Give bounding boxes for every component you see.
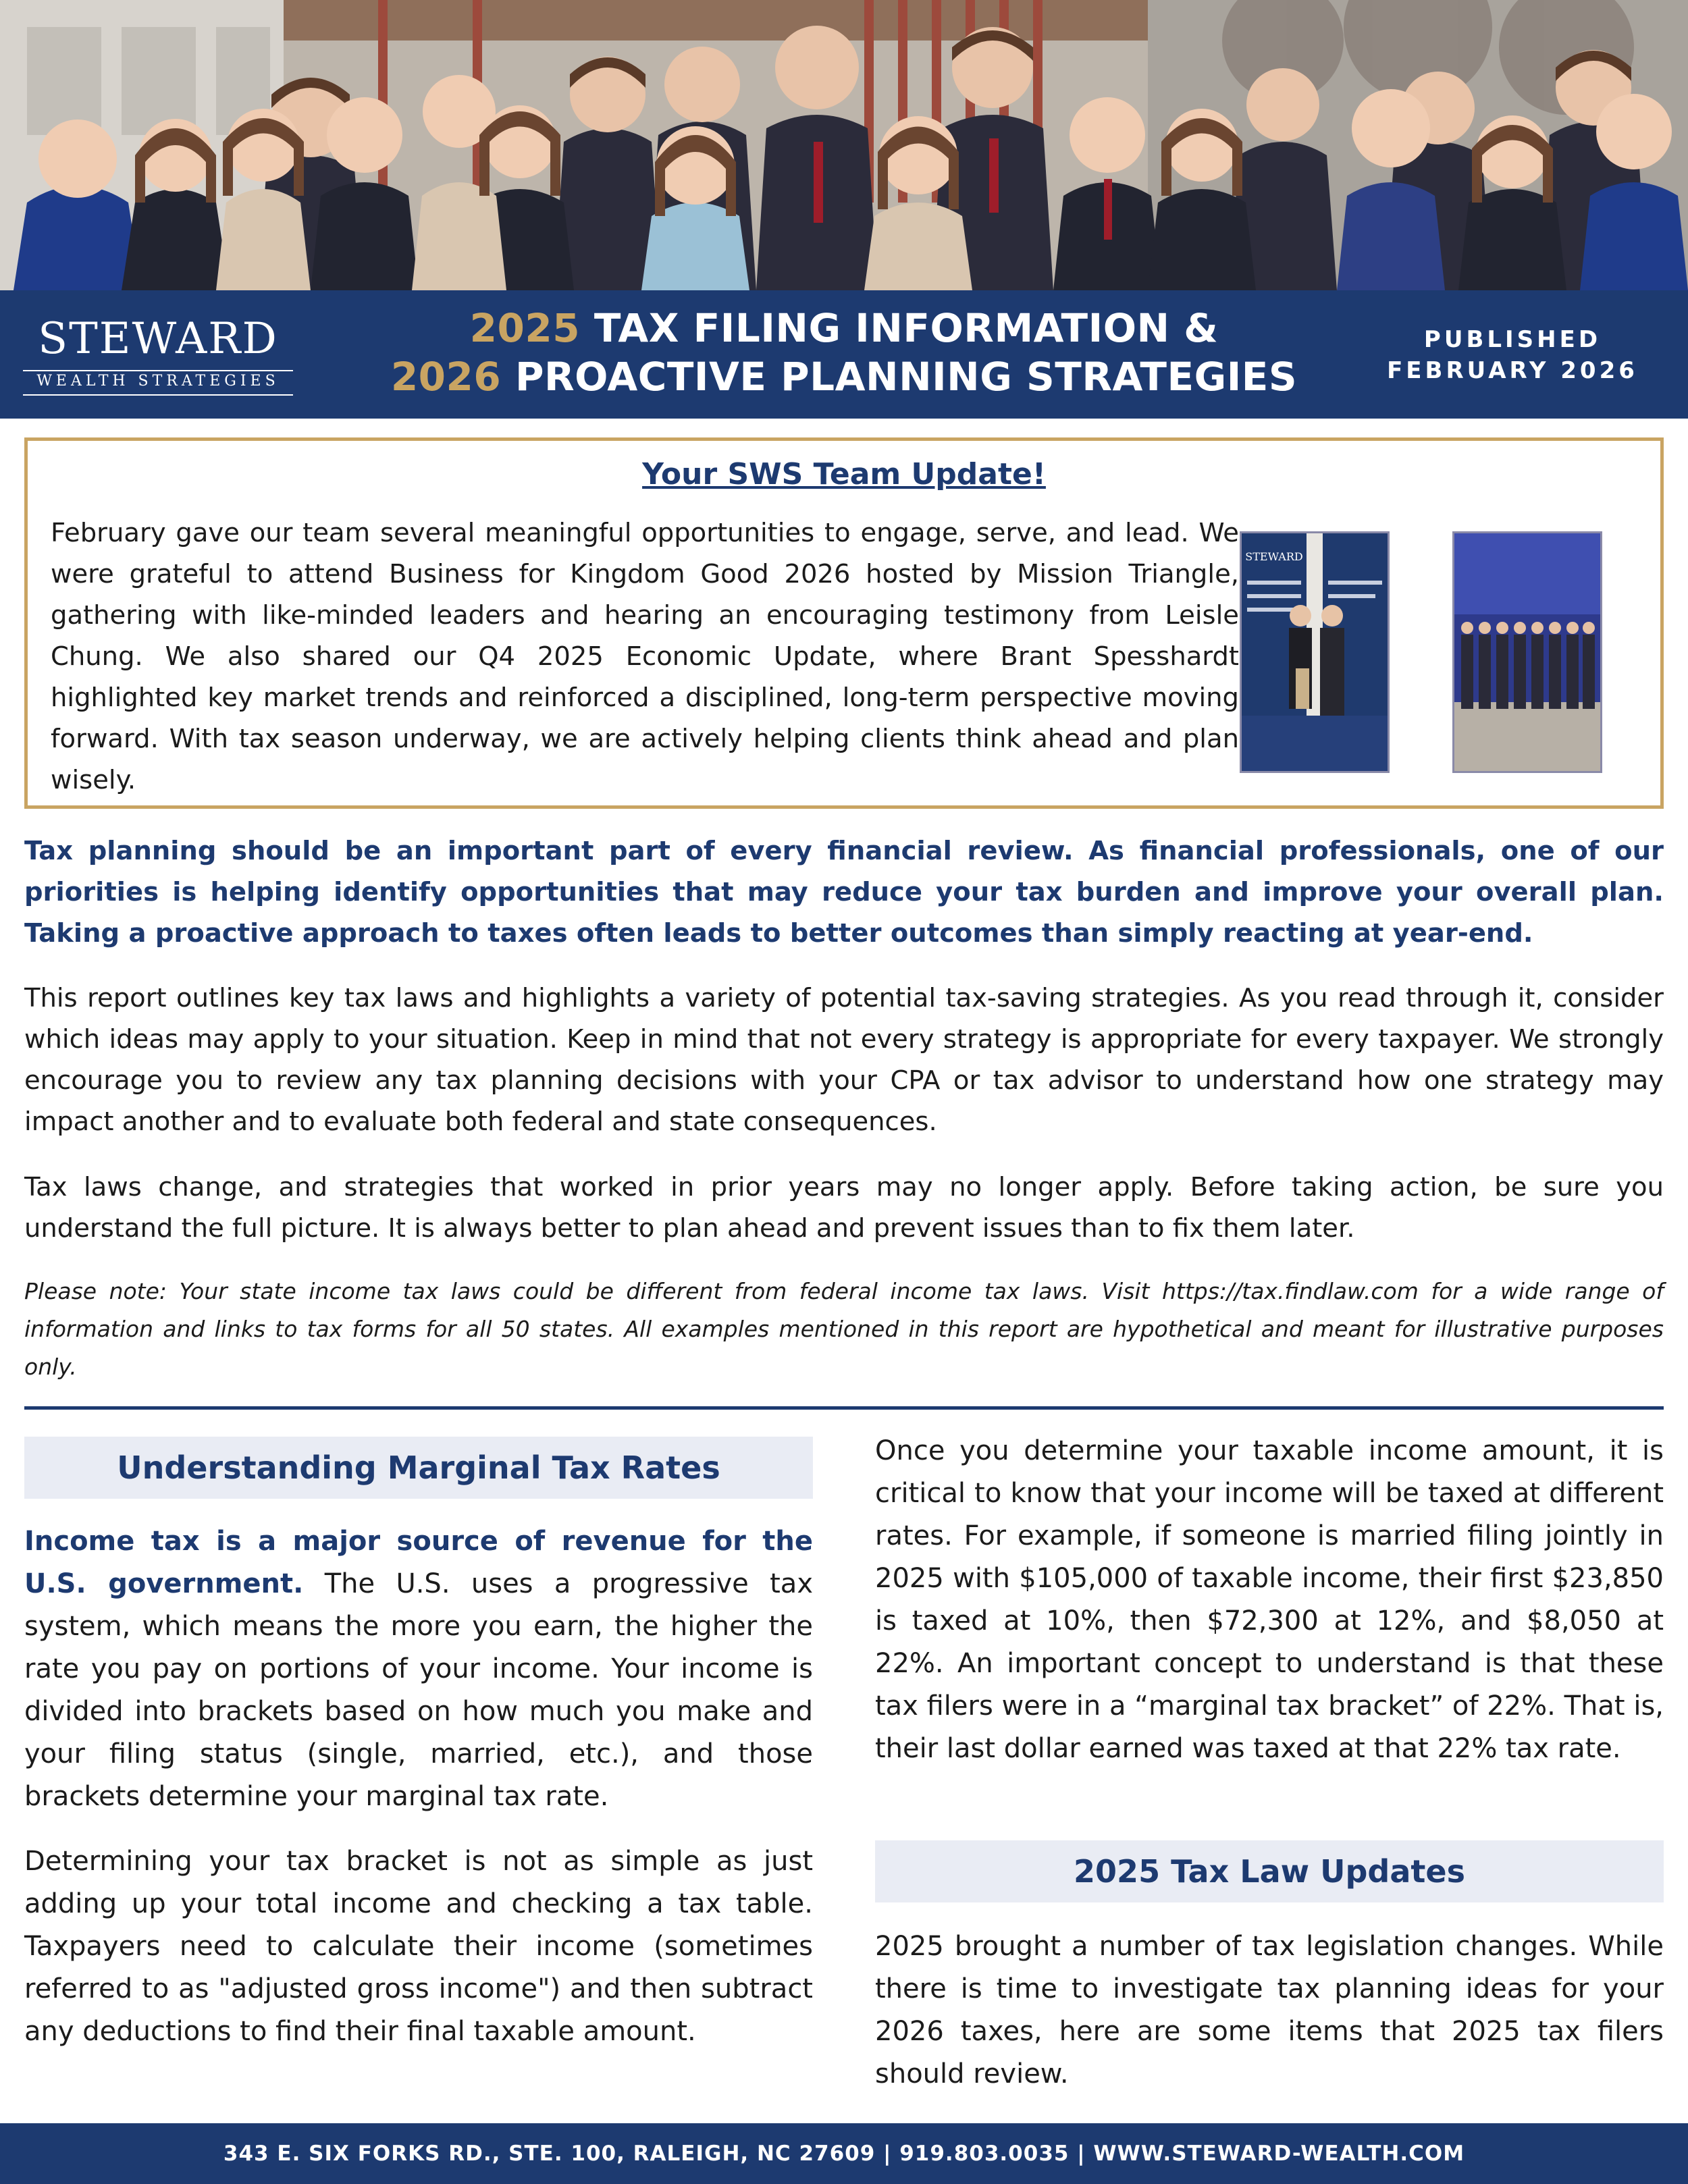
intro-paragraph-1: This report outlines key tax laws and highlights a variety of potential tax-saving strategies. As you read through it, consider which ideas may apply to your situation. Keep in mind that not every strategy is appropriate for every taxpayer. We strongly encourage you to review any tax planning decisions with your CPA or tax advisor to understand how one strategy may impact another and to evaluate both federal and state consequences.	[24, 983, 1664, 1137]
title-text-1: TAX FILING INFORMATION &	[594, 305, 1219, 351]
event-photo-booth-illustration	[1242, 533, 1388, 771]
title-year-1: 2025	[469, 305, 581, 351]
team-update-heading: Your SWS Team Update!	[642, 457, 1046, 491]
marginal-rates-lead: Income tax is a major source of revenue for the U.S. government.	[24, 1526, 813, 1599]
logo-rule-bottom	[23, 394, 293, 396]
title-band	[0, 290, 1688, 419]
team-update-body: February gave our team several meaningful opportunities to engage, serve, and lead. We were grateful to attend Business for Kingdom Good 2026 hosted by Mission Triangle, gathering with like-minded leaders and hearing an encouraging testimony from Leisle Chung. We also shared our Q4 2025 Economic Update, where Brant Spesshardt highlighted key market trends and reinforced a disciplined, long-term perspective moving forward. With tax season underway, we are actively helping clients think ahead and plan wisely.	[51, 518, 1239, 795]
published-month: FEBRUARY 2026	[1387, 357, 1638, 384]
title-year-2: 2026	[390, 354, 502, 400]
team-update-box	[24, 437, 1664, 809]
title-text-2: PROACTIVE PLANNING STRATEGIES	[515, 354, 1298, 400]
logo-name: STEWARD	[38, 314, 278, 364]
team-photo-illustration	[0, 0, 1688, 290]
report-title	[317, 304, 1371, 401]
booth-banner-text: STEWARD	[1245, 550, 1303, 563]
tax-law-updates-heading: 2025 Tax Law Updates	[875, 1840, 1664, 1902]
footer-contact: 343 E. SIX FORKS RD., STE. 100, RALEIGH, NC 27609 | 919.803.0035 | WWW.STEWARD-WEALTH.COM	[0, 2123, 1688, 2184]
marginal-rates-paragraph-1-text: The U.S. uses a progressive tax system, which means the more you earn, the higher the rate you pay on portions of your income. Your income is divided into brackets based on how much you make and your filing status (single, married, etc.), and those brackets determine your marginal tax rate.	[24, 1568, 813, 1812]
event-photo-group	[1452, 531, 1602, 773]
section-divider	[24, 1406, 1664, 1410]
team-photo	[0, 0, 1688, 290]
published-date	[1364, 324, 1661, 386]
event-photo-booth	[1240, 531, 1390, 773]
intro-lead: Tax planning should be an important part of every financial review. As financial professionals, one of our priorities is helping identify opportunities that may reduce your tax burden and improve your overall plan. Taking a proactive approach to taxes often leads to better outcomes than simply reacting at year-end.	[24, 836, 1664, 949]
intro-disclaimer-note: Please note: Your state income tax laws could be different from federal income tax laws. Visit https://tax.findlaw.com for a wide range of information and links to tax forms for all 50 states. All examples mentioned in this report are hypothetical and meant for illustrative purposes only.	[24, 1278, 1664, 1380]
marginal-rates-heading: Understanding Marginal Tax Rates	[24, 1437, 813, 1499]
logo-tagline: WEALTH STRATEGIES	[36, 373, 280, 390]
tax-example-paragraph: Once you determine your taxable income amount, it is critical to know that your income will be taxed at different rates. For example, if someone is married filing jointly in 2025 with $105,000 of taxable income, their first $23,850 is taxed at 10%, then $72,300 at 12%, and $8,050 at 22%. An important concept to understand is that these tax filers were in a “marginal tax bracket” of 22%. That is, their last dollar earned was taxed at that 22% tax rate.	[875, 1435, 1664, 1764]
marginal-rates-paragraph-2: Determining your tax bracket is not as simple as just adding up your total income and checking a tax table. Taxpayers need to calculate their income (sometimes referred to as "adjusted gross income") and then subtract any deductions to find their final taxable amount.	[24, 1846, 813, 2047]
event-photo-group-illustration	[1454, 533, 1600, 771]
intro-paragraph-2: Tax laws change, and strategies that worked in prior years may no longer apply. Before taking action, be sure you understand the full picture. It is always better to plan ahead and prevent issues than to fix them later.	[24, 1172, 1664, 1244]
marginal-rates-paragraph-1	[24, 1520, 813, 1818]
title-line-1	[317, 304, 1371, 352]
published-label: PUBLISHED	[1423, 326, 1602, 353]
tax-law-updates-paragraph: 2025 brought a number of tax legislation changes. While there is time to investigate tax planning ideas for your 2026 taxes, here are some items that 2025 tax filers should review.	[875, 1931, 1664, 2089]
title-line-2	[317, 352, 1371, 401]
steward-logo	[23, 312, 293, 400]
